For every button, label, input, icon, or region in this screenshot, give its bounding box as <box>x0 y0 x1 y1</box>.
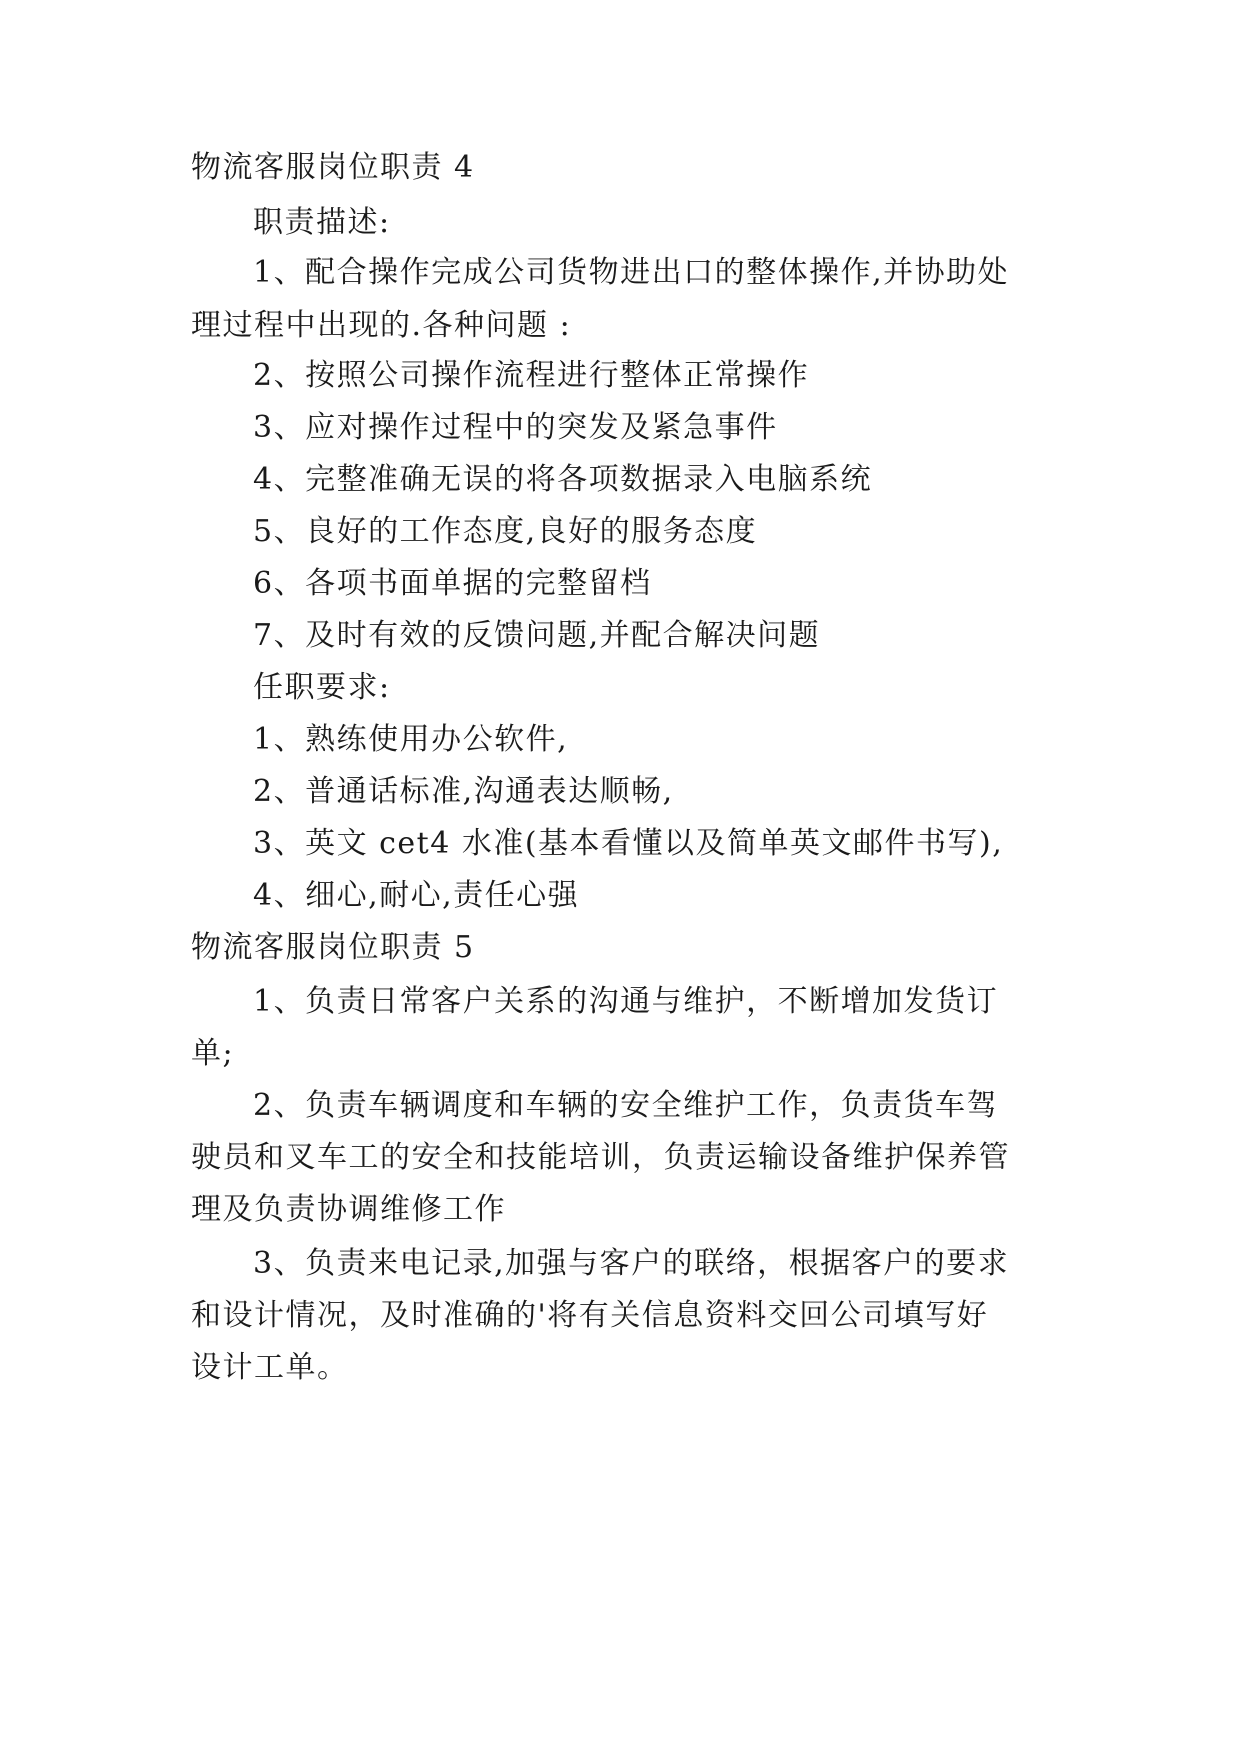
section-5-item-1-cont: 单; <box>191 1036 235 1071</box>
section-5-item-1: 1、负责日常客户关系的沟通与维护，不断增加发货订 <box>253 984 999 1019</box>
duty-item-2: 2、按照公司操作流程进行整体正常操作 <box>253 358 810 393</box>
section-5-item-3-cont-1: 和设计情况，及时准确的'将有关信息资料交回公司填写好 <box>191 1298 989 1333</box>
requirement-item-4: 4、细心,耐心,责任心强 <box>253 878 580 913</box>
duty-item-1: 1、配合操作完成公司货物进出口的整体操作,并协助处 <box>253 255 1010 290</box>
duties-heading: 职责描述: <box>253 205 391 240</box>
requirement-item-3: 3、英文 cet4 水准(基本看懂以及简单英文邮件书写), <box>253 826 1004 861</box>
duty-item-4: 4、完整准确无误的将各项数据录入电脑系统 <box>253 462 873 497</box>
requirements-heading: 任职要求: <box>253 670 391 705</box>
duty-item-6: 6、各项书面单据的完整留档 <box>253 566 652 601</box>
duty-item-5: 5、良好的工作态度,良好的服务态度 <box>253 514 758 549</box>
section-5-item-3-cont-2: 设计工单。 <box>191 1350 349 1385</box>
section-5-title: 物流客服岗位职责 5 <box>191 930 475 965</box>
section-4-title: 物流客服岗位职责 4 <box>191 150 475 185</box>
requirement-item-1: 1、熟练使用办公软件, <box>253 722 569 757</box>
duty-item-3: 3、应对操作过程中的突发及紧急事件 <box>253 410 778 445</box>
requirement-item-2: 2、普通话标准,沟通表达顺畅, <box>253 774 674 809</box>
section-5-item-2-cont-1: 驶员和叉车工的安全和技能培训，负责运输设备维护保养管 <box>191 1140 1010 1175</box>
duty-item-7: 7、及时有效的反馈问题,并配合解决问题 <box>253 618 821 653</box>
section-5-item-3: 3、负责来电记录,加强与客户的联络，根据客户的要求 <box>253 1246 1010 1281</box>
duty-item-1-cont: 理过程中出现的.各种问题 : <box>191 308 572 343</box>
section-5-item-2: 2、负责车辆调度和车辆的安全维护工作，负责货车驾 <box>253 1088 999 1123</box>
section-5-item-2-cont-2: 理及负责协调维修工作 <box>191 1192 506 1227</box>
